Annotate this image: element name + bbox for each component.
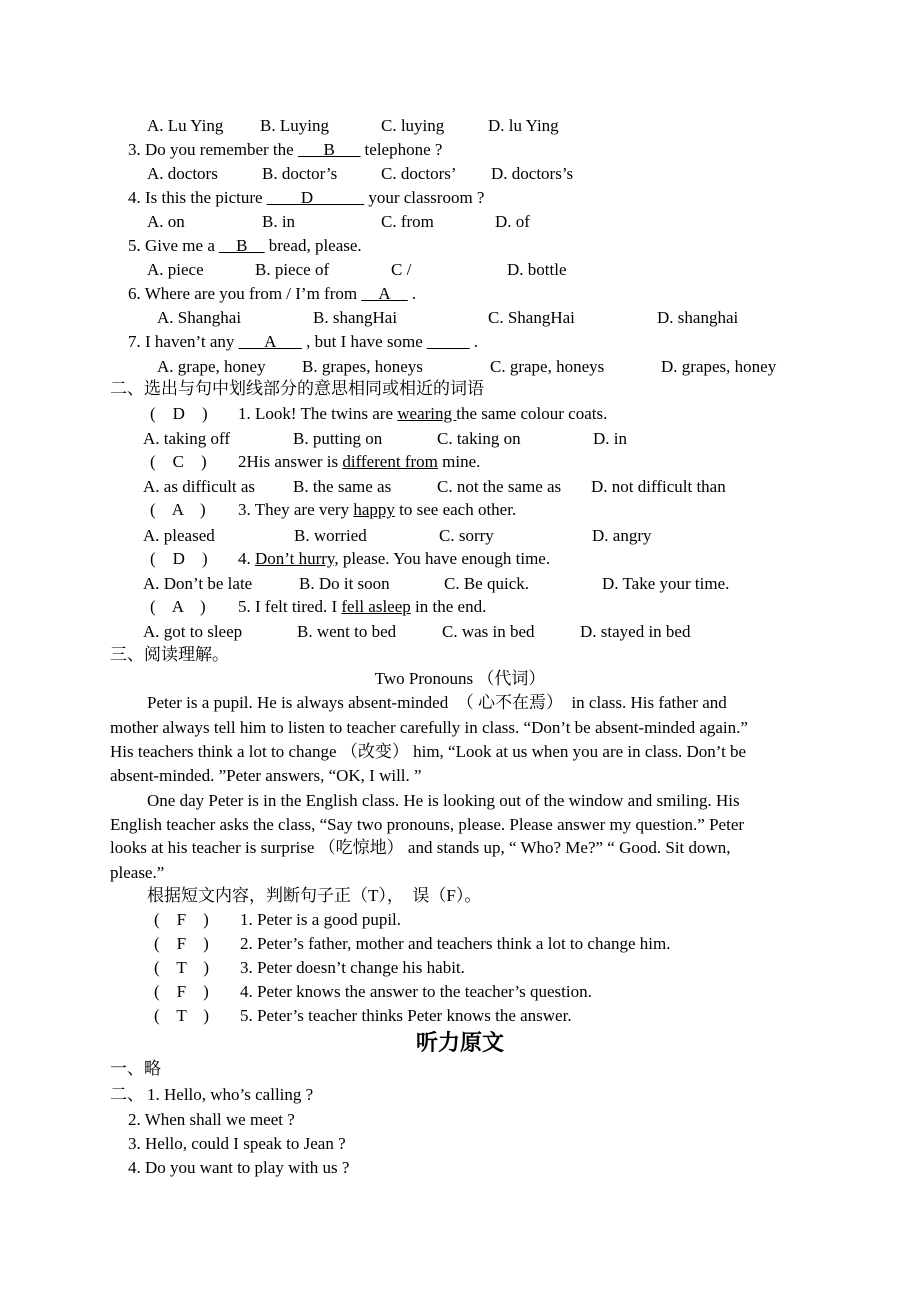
listening-line-4: 4. Do you want to play with us ? (128, 1158, 350, 1177)
s2-item5-option-c: C. was in bed (442, 622, 535, 641)
s2-item5-answer: ( A ) (150, 597, 206, 616)
q3-option-a: A. doctors (147, 164, 218, 183)
passage-p1-line4: absent-minded. ”Peter answers, “OK, I will. ” (110, 766, 422, 785)
judgment-instruction: 根据短文内容，判断句子正（T）， 误（F）。 (147, 886, 482, 905)
s2-item3-answer: ( A ) (150, 500, 206, 519)
q7-option-c: C. grape, honeys (490, 357, 605, 376)
s2-item1-stem: 1. Look! The twins are wearing the same colour coats. (238, 404, 608, 423)
s2-item4-stem: 4. Don’t hurry, please. You have enough time. (238, 549, 551, 568)
s2-item1-option-d: D. in (593, 429, 627, 448)
s2-item5-option-d: D. stayed in bed (580, 622, 691, 641)
s2-item3-stem: 3. They are very happy to see each other. (238, 500, 517, 519)
s2-item5-option-b: B. went to bed (297, 622, 397, 641)
s2-item2-option-d: D. not difficult than (591, 477, 726, 496)
q5-option-d: D. bottle (507, 260, 567, 279)
judgment-2-text: 2. Peter’s father, mother and teachers think a lot to change him. (240, 934, 671, 953)
s2-item3-option-d: D. angry (592, 526, 652, 545)
judgment-5-text: 5. Peter’s teacher thinks Peter knows the answer. (240, 1006, 572, 1025)
s2-item1-answer: ( D ) (150, 404, 208, 423)
judgment-1-answer: ( F ) (154, 910, 209, 929)
q4-option-c: C. from (381, 212, 434, 231)
s2-item3-option-a: A. pleased (143, 526, 215, 545)
s2-item5-stem: 5. I felt tired. I fell asleep in the end. (238, 597, 487, 616)
judgment-3-answer: ( T ) (154, 958, 210, 977)
q4-option-b: B. in (262, 212, 296, 231)
s2-item4-answer: ( D ) (150, 549, 208, 568)
q4-answer: D (300, 188, 314, 207)
q3-option-d: D. doctors’s (491, 164, 574, 183)
q6-option-a: A. Shanghai (157, 308, 242, 327)
judgment-4-answer: ( F ) (154, 982, 209, 1001)
q5-option-a: A. piece (147, 260, 204, 279)
listening-section1: 一、略 (110, 1059, 161, 1078)
s2-item4-option-d: D. Take your time. (602, 574, 730, 593)
q7-option-d: D. grapes, honey (661, 357, 777, 376)
listening-line-3: 3. Hello, could I speak to Jean ? (128, 1134, 346, 1153)
q4-option-a: A. on (147, 212, 185, 231)
judgment-1-text: 1. Peter is a good pupil. (240, 910, 402, 929)
q7-answer: A (264, 332, 277, 351)
q2-option-b: B. Luying (260, 116, 329, 135)
q5-option-b: B. piece of (255, 260, 330, 279)
q6-option-b: B. shangHai (313, 308, 398, 327)
listening-line-2: 2. When shall we meet ? (128, 1110, 295, 1129)
s2-item1-option-c: C. taking on (437, 429, 521, 448)
q4-stem: 4. Is this the picture ____D______ your classroom ? (128, 188, 485, 207)
q2-option-c: C. luying (381, 116, 445, 135)
listening-title: 听力原文 (415, 1030, 504, 1055)
q3-answer: B (323, 140, 335, 159)
s2-item3-option-c: C. sorry (439, 526, 494, 545)
q6-stem: 6. Where are you from / I’m from __A__ . (128, 284, 417, 303)
passage-p1-line2: mother always tell him to listen to teacher carefully in class. “Don’t be absent-minded again.” (110, 718, 748, 737)
q3-stem: 3. Do you remember the ___B___ telephone ? (128, 140, 443, 159)
judgment-5-answer: ( T ) (154, 1006, 210, 1025)
passage-p2-line2: English teacher asks the class, “Say two pronouns, please. Please answer my question.” Peter (110, 815, 745, 834)
judgment-2-answer: ( F ) (154, 934, 209, 953)
s2-item5-option-a: A. got to sleep (143, 622, 243, 641)
s2-item2-stem: 2His answer is different from mine. (238, 452, 481, 471)
q3-option-c: C. doctors’ (381, 164, 457, 183)
judgment-3-text: 3. Peter doesn’t change his habit. (240, 958, 465, 977)
q7-stem: 7. I haven’t any ___A___ , but I have some _____ . (128, 332, 479, 351)
q4-option-d: D. of (495, 212, 530, 231)
s2-item1-option-b: B. putting on (293, 429, 383, 448)
s2-item2-option-a: A. as difficult as (143, 477, 256, 496)
s2-item4-option-a: A. Don’t be late (143, 574, 253, 593)
q3-option-b: B. doctor’s (262, 164, 338, 183)
q6-answer: A (378, 284, 391, 303)
q2-option-a: A. Lu Ying (147, 116, 224, 135)
q7-option-a: A. grape, honey (157, 357, 266, 376)
s2-item2-option-c: C. not the same as (437, 477, 562, 496)
passage-p1-line3: His teachers think a lot to change （改变） him, “Look at us when you are in class. Don’t be (110, 742, 747, 761)
q5-stem: 5. Give me a __B__ bread, please. (128, 236, 362, 255)
judgment-4-text: 4. Peter knows the answer to the teacher’s question. (240, 982, 592, 1001)
passage-p2-line4: please.” (110, 863, 165, 882)
s2-item4-option-c: C. Be quick. (444, 574, 529, 593)
passage-p2-line1: One day Peter is in the English class. He is looking out of the window and smiling. His (147, 791, 740, 810)
s2-item2-option-b: B. the same as (293, 477, 392, 496)
s2-item4-option-b: B. Do it soon (299, 574, 390, 593)
passage-p2-line3: looks at his teacher is surprise （吃惊地） and stands up, “ Who? Me?” “ Good. Sit down, (110, 838, 731, 857)
section3-heading: 三、阅读理解。 (110, 645, 229, 664)
passage-p1-line1: Peter is a pupil. He is always absent-minded （ 心不在焉） in class. His father and (147, 693, 727, 712)
s2-item1-option-a: A. taking off (143, 429, 231, 448)
s2-item3-option-b: B. worried (294, 526, 367, 545)
q5-answer: B (236, 236, 248, 255)
listening-section2-prefix: 二、 (110, 1085, 144, 1104)
q6-option-d: D. shanghai (657, 308, 739, 327)
q7-option-b: B. grapes, honeys (302, 357, 423, 376)
s2-item2-answer: ( C ) (150, 452, 207, 471)
q2-option-d: D. lu Ying (488, 116, 559, 135)
q6-option-c: C. ShangHai (488, 308, 575, 327)
section2-heading: 二、选出与句中划线部分的意思相同或相近的词语 (110, 379, 484, 398)
q5-option-c: C / (391, 260, 412, 279)
listening-line-1: 1. Hello, who’s calling ? (147, 1085, 314, 1104)
passage-title: Two Pronouns （代词） (374, 669, 546, 688)
